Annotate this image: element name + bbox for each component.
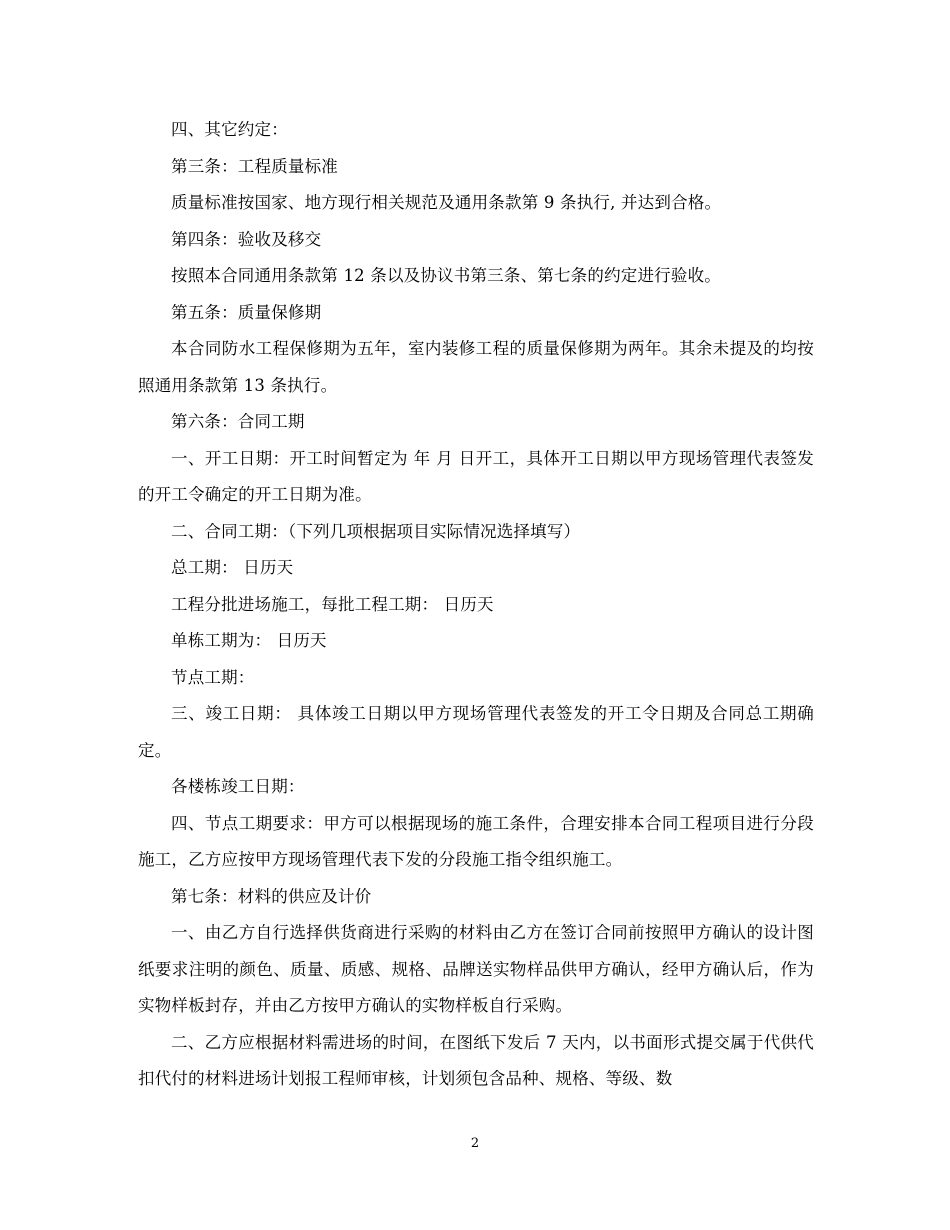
total-period-line: 总工期： 日历天	[171, 558, 294, 577]
page-number: 2	[470, 1136, 480, 1151]
completion-date-clause: 三、竣工日期： 具体竣工日期以甲方现场管理代表签发的开工令日期及合同总工期确定。	[138, 704, 814, 760]
building-completion-line: 各楼栋竣工日期：	[171, 777, 305, 796]
article-6-heading: 第六条：合同工期	[171, 412, 305, 431]
milestone-requirements-clause: 四、节点工期要求：甲方可以根据现场的施工条件，合理安排本合同工程项目进行分段施工，乙方应按甲方现场管理代表下发的分段施工指令组织施工。	[138, 813, 814, 869]
article-3-heading: 第三条：工程质量标准	[171, 156, 338, 176]
contract-period-clause: 二、合同工期：（下列几项根据项目实际情况选择填写）	[171, 521, 581, 541]
article-4-heading: 第四条：验收及移交	[171, 229, 322, 249]
material-supply-clause-1: 一、由乙方自行选择供货商进行采购的材料由乙方在签订合同前按照甲方确认的设计图纸要求注明的颜色、质量、质感、规格、品牌送实物样品供甲方确认，经甲方确认后，作为实物样板封存，并由乙方按甲方确认的实物样板自行采购。	[138, 923, 814, 1015]
article-5-heading: 第五条：质量保修期	[171, 302, 322, 322]
article-3-text: 质量标准按国家、地方现行相关规范及通用条款第 9 条执行, 并达到合格。	[171, 193, 722, 212]
article-7-heading: 第七条：材料的供应及计价	[171, 886, 372, 906]
section-heading-other-agreements: 四、其它约定：	[171, 120, 288, 139]
start-date-clause: 一、开工日期：开工时间暂定为 年 月 日开工，具体开工日期以甲方现场管理代表签发的开工令确定的开工日期为准。	[138, 448, 814, 504]
document-body	[138, 112, 814, 1098]
batch-period-line: 工程分批进场施工，每批工程工期： 日历天	[171, 594, 494, 614]
single-building-period-line: 单栋工期为： 日历天	[171, 631, 327, 650]
article-5-text: 本合同防水工程保修期为五年，室内装修工程的质量保修期为两年。其余未提及的均按照通用条款第 13 条执行。	[138, 339, 814, 395]
milestone-period-line: 节点工期：	[171, 667, 255, 687]
article-4-text: 按照本合同通用条款第 12 条以及协议书第三条、第七条的约定进行验收。	[171, 266, 721, 285]
material-supply-clause-2: 二、乙方应根据材料需进场的时间，在图纸下发后 7 天内，以书面形式提交属于代供代扣代付的材料进场计划报工程师审核，计划须包含品种、规格、等级、数	[138, 1032, 814, 1088]
